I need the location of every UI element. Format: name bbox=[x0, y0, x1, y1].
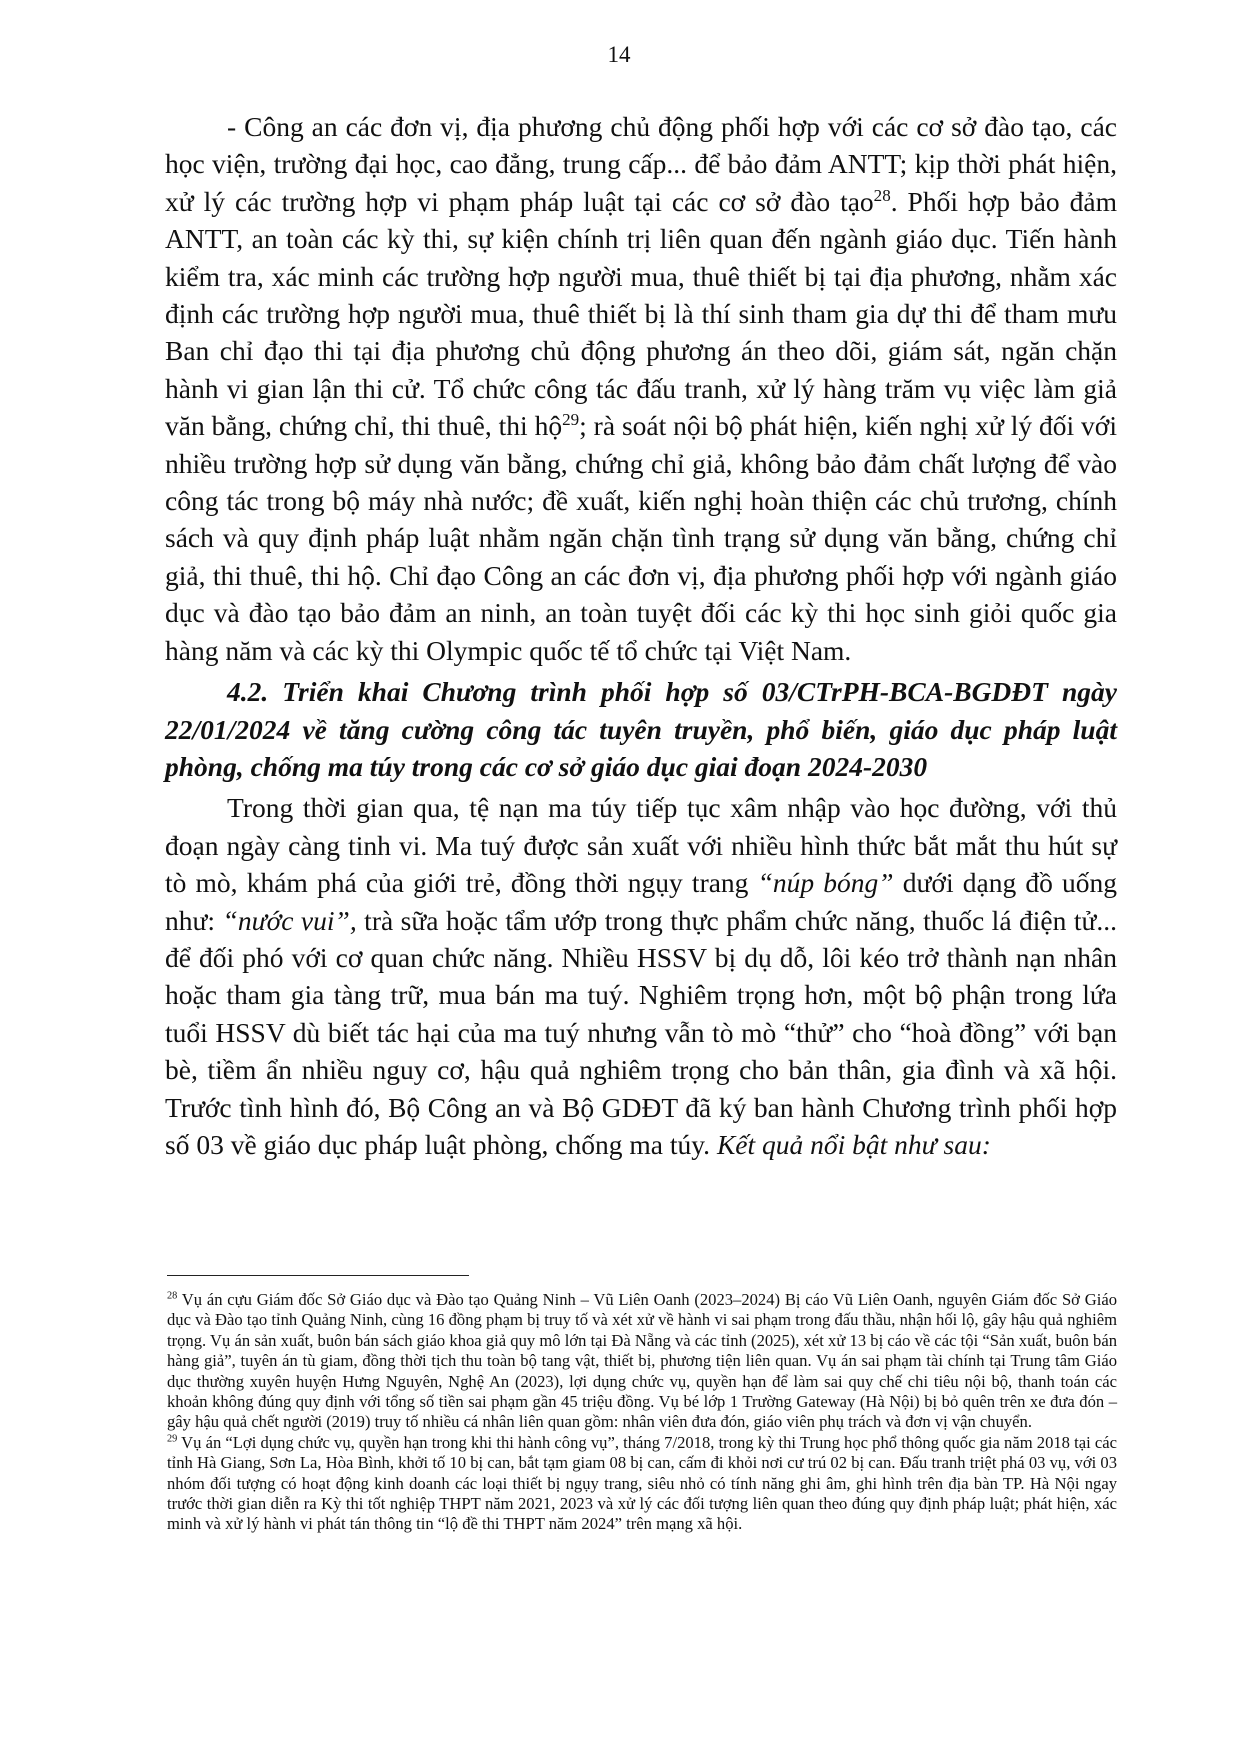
heading-text: 4.2. Triển khai Chương trình phối hợp số 03/CTrPH-BCA-BGDĐT ngày 22/01/2024 về tăng cường công tác tuyên truyền, phổ biến, giáo dục pháp luật phòng, chống ma túy trong các cơ sở giáo dục giai đoạn 2024-2030 bbox=[165, 676, 1117, 782]
footnotes bbox=[167, 1290, 1117, 1535]
footnote-28 bbox=[167, 1290, 1117, 1433]
text-span: - Công an các đơn vị, địa phương chủ động phối hợp với các cơ sở đào tạo, các học viện, trường đại học, cao đẳng, trung cấp... để bảo đảm ANTT; kịp thời phát hiện, xử lý các trường hợp vi phạm pháp luật tại các cơ sở đào tạo bbox=[165, 111, 1117, 217]
footnote-marker: 29 bbox=[167, 1433, 178, 1445]
italic-quote: “nước vui”, bbox=[222, 904, 357, 936]
footnote-text: Vụ án “Lợi dụng chức vụ, quyền hạn trong khi thi hành công vụ”, tháng 7/2018, trong kỳ thi Trung học phổ thông quốc gia năm 2018 tại các tỉnh Hà Giang, Sơn La, Hòa Bình, khởi tố 10 bị can, bắt tạm giam 08 bị can, cấm đi khỏi nơi cư trú 02 bị can. Đấu tranh triệt phá 03 vụ, với 03 nhóm đối tượng có hoạt động kinh doanh các loại thiết bị ngụy trang, siêu nhỏ có tính năng ghi âm, ghi hình trên địa bàn TP. Hà Nội ngay trước thời gian diễn ra Kỳ thi tốt nghiệp THPT năm 2021, 2023 và xử lý các đối tượng liên quan theo đúng quy định pháp luật; phát hiện, xác minh và xử lý hành vi phát tán thông tin “lộ đề thi THPT năm 2024” trên mạng xã hội. bbox=[167, 1432, 1117, 1534]
footnote-ref-28[interactable]: 28 bbox=[873, 185, 891, 205]
page-number: 14 bbox=[607, 42, 631, 67]
text-span: Trong thời gian qua, tệ nạn ma túy tiếp tục xâm nhập vào học đường, với thủ đoạn ngày càng tinh vi. Ma tuý được sản xuất với nhiều hình thức bắt mắt thu hút sự tò mò, khám phá của giới trẻ, đồng thời ngụy trang bbox=[165, 792, 1117, 899]
footnote-text: Vụ án cựu Giám đốc Sở Giáo dục và Đào tạo Quảng Ninh – Vũ Liên Oanh (2023–2024) Bị cáo Vũ Liên Oanh, nguyên Giám đốc Sở Giáo dục và Đào tạo tỉnh Quảng Ninh, cùng 16 đồng phạm bị truy tố và xét xử về hành vi sai phạm trong đấu thầu, nhận hối lộ, gây hậu quả nghiêm trọng. Vụ án sản xuất, buôn bán sách giáo khoa giả quy mô lớn tại Đà Nẵng và các tỉnh (2025), xét xử 13 bị cáo về các tội “Sản xuất, buôn bán hàng giả”, tuyên án tù giam, đồng thời tịch thu toàn bộ tang vật, thiết bị, phương tiện liên quan. Vụ án sai phạm tài chính tại Trung tâm Giáo dục thường xuyên huyện Hưng Nguyên, Nghệ An (2023), lợi dụng chức vụ, quyền hạn để làm sai quy chế chi tiêu nội bộ, thanh toán các khoản không đúng quy định với tổng số tiền sai phạm gần 45 triệu đồng. Vụ bé lớp 1 Trường Gateway (Hà Nội) bị bỏ quên trên xe đưa đón – gây hậu quả chết người (2019) truy tố nhiều cá nhân liên quan gồm: nhân viên đưa đón, giáo viên phụ trách và đơn vị vận chuyển. bbox=[167, 1290, 1117, 1432]
footnote-29 bbox=[167, 1433, 1117, 1535]
text-span: trà sữa hoặc tẩm ướp trong thực phẩm chức năng, thuốc lá điện tử... để đối phó với cơ quan chức năng. Nhiều HSSV bị dụ dỗ, lôi kéo trở thành nạn nhân hoặc tham gia tàng trữ, mua bán ma tuý. Nghiêm trọng hơn, một bộ phận trong lứa tuổi HSSV dù biết tác hại của ma tuý nhưng vẫn tò mò “thử” cho “hoà đồng” với bạn bè, tiềm ẩn nhiều nguy cơ, hậu quả nghiêm trọng cho bản thân, gia đình và xã hội. Trước tình hình đó, Bộ Công an và Bộ GDĐT đã ký ban hành Chương trình phối hợp số 03 về giáo dục pháp luật phòng, chống ma túy. bbox=[165, 904, 1117, 1160]
text-span: ; rà soát nội bộ phát hiện, kiến nghị xử lý đối với nhiều trường hợp sử dụng văn bằng, chứng chỉ giả, không bảo đảm chất lượng để vào công tác trong bộ máy nhà nước; đề xuất, kiến nghị hoàn thiện các chủ trương, chính sách và quy định pháp luật nhằm ngăn chặn tình trạng sử dụng văn bằng, chứng chỉ giả, thi thuê, thi hộ. Chỉ đạo Công an các đơn vị, địa phương phối hợp với ngành giáo dục và đào tạo bảo đảm an ninh, an toàn tuyệt đối các kỳ thi học sinh giỏi quốc gia hàng năm và các kỳ thi Olympic quốc tế tổ chức tại Việt Nam. bbox=[165, 410, 1117, 666]
paragraph-drug-prevention bbox=[165, 789, 1117, 1163]
footnote-ref-29[interactable]: 29 bbox=[562, 410, 580, 430]
footnote-separator bbox=[167, 1275, 469, 1276]
italic-lead-in: Kết quả nổi bật như sau: bbox=[716, 1128, 991, 1160]
italic-quote: “núp bóng” bbox=[757, 867, 894, 899]
main-body bbox=[165, 108, 1117, 1167]
footnote-marker: 28 bbox=[167, 1290, 178, 1302]
paragraph-police-cooperation bbox=[165, 108, 1117, 669]
section-heading-4-2 bbox=[165, 673, 1117, 785]
text-span: . Phối hợp bảo đảm ANTT, an toàn các kỳ thi, sự kiện chính trị liên quan đến ngành giáo dục. Tiến hành kiểm tra, xác minh các trường hợp người mua, thuê thiết bị tại địa phương, nhằm xác định các trường hợp người mua, thuê thiết bị là thí sinh tham gia dự thi để tham mưu Ban chỉ đạo thi tại địa phương chủ động phương án theo dõi, giám sát, ngăn chặn hành vi gian lận thi cử. Tổ chức công tác đấu tranh, xử lý hàng trăm vụ việc làm giả văn bằng, chứng chỉ, thi thuê, thi hộ bbox=[165, 185, 1118, 442]
text-span: dưới dạng đồ uống như: bbox=[165, 867, 1118, 936]
